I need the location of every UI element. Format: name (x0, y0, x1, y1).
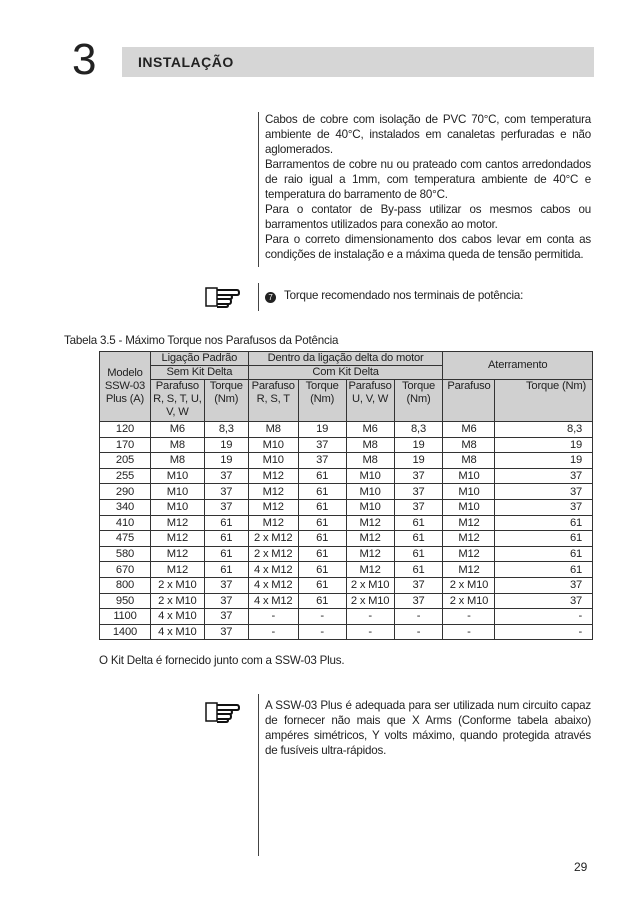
torque-note-text: Torque recomendado nos terminais de potência: (284, 289, 524, 302)
paragraph-busbars: Barramentos de cobre nu ou prateado com cantos arredondados de raio igual a 1mm, com temperatura ambiente de 40°C e temperatura do barramento de 80°C. (265, 158, 591, 201)
table-cell: M6 (346, 422, 394, 438)
table-cell: - (298, 609, 346, 625)
table-row (100, 577, 593, 593)
header-col-torque-aterramento: Torque (Nm) (495, 380, 593, 422)
table-cell: 37 (204, 593, 248, 609)
table-cell: 19 (495, 437, 593, 453)
model-cell: 950 (100, 593, 151, 609)
table-cell: M8 (443, 437, 495, 453)
header-col-torque: Torque (Nm) (204, 380, 248, 422)
table-cell: M8 (443, 453, 495, 469)
chapter-number: 3 (72, 35, 97, 84)
torque-note (265, 289, 523, 303)
table-cell: 19 (298, 422, 346, 438)
table-cell: - (394, 624, 443, 640)
table-cell: 37 (298, 437, 346, 453)
table-cell: M12 (150, 531, 204, 547)
pointing-hand-icon (204, 700, 240, 724)
table-cell: 8,3 (394, 422, 443, 438)
table-row (100, 624, 593, 640)
table-cell: 61 (394, 515, 443, 531)
header-col-parafuso-aterramento: Parafuso (443, 380, 495, 422)
table-cell: 61 (298, 468, 346, 484)
table-row (100, 484, 593, 500)
model-cell: 170 (100, 437, 151, 453)
header-dentro-delta: Dentro da ligação delta do motor (248, 352, 443, 366)
table-cell: M10 (346, 499, 394, 515)
paragraph-sizing: Para o correto dimensionamento dos cabos levar em conta as condições de instalação e a máxima queda de tensão permitida. (265, 233, 591, 261)
model-cell: 255 (100, 468, 151, 484)
table-cell: - (346, 624, 394, 640)
table-cell: 61 (204, 562, 248, 578)
table-cell: M12 (150, 562, 204, 578)
table-row (100, 437, 593, 453)
table-cell: 19 (204, 437, 248, 453)
table-cell: 2 x M12 (248, 531, 298, 547)
intro-text (265, 112, 591, 262)
table-cell: 61 (204, 531, 248, 547)
table-cell: 2 x M10 (346, 593, 394, 609)
table-cell: 61 (298, 593, 346, 609)
pointing-hand-icon (204, 285, 240, 309)
table-cell: 61 (495, 546, 593, 562)
table-cell: M12 (346, 562, 394, 578)
table-cell: M10 (150, 468, 204, 484)
table-cell: M10 (346, 468, 394, 484)
header-com-kit-delta: Com Kit Delta (248, 366, 443, 380)
table-cell: M12 (443, 546, 495, 562)
table-row (100, 609, 593, 625)
table-cell: 4 x M10 (150, 609, 204, 625)
table-cell: M8 (346, 453, 394, 469)
header-col-parafuso-uvw: Parafuso U, V, W (346, 380, 394, 422)
header-col-torque: Torque (Nm) (394, 380, 443, 422)
table-cell: 37 (394, 593, 443, 609)
paragraph-cables: Cabos de cobre com isolação de PVC 70°C, com temperatura ambiente de 40°C, instalados em canaletas perfuradas e não aglomerados. (265, 113, 591, 156)
table-cell: - (346, 609, 394, 625)
table-cell: 4 x M10 (150, 624, 204, 640)
table-cell: 61 (298, 562, 346, 578)
table-cell: 37 (204, 484, 248, 500)
table-cell: 37 (495, 593, 593, 609)
table-cell: 61 (495, 531, 593, 547)
table-cell: - (394, 609, 443, 625)
table-cell: M8 (150, 437, 204, 453)
table-cell: - (495, 624, 593, 640)
table-row (100, 422, 593, 438)
margin-rule-note1 (258, 283, 259, 311)
header-col-torque: Torque (Nm) (298, 380, 346, 422)
table-cell: 61 (394, 562, 443, 578)
table-cell: 19 (394, 453, 443, 469)
table-cell: 4 x M12 (248, 562, 298, 578)
table-cell: 2 x M12 (248, 546, 298, 562)
table-cell: M6 (150, 422, 204, 438)
table-cell: 2 x M10 (443, 577, 495, 593)
table-cell: M10 (150, 484, 204, 500)
table-cell: M12 (346, 531, 394, 547)
model-cell: 1400 (100, 624, 151, 640)
table-cell: 61 (298, 577, 346, 593)
table-cell: M10 (346, 484, 394, 500)
table-cell: M12 (150, 546, 204, 562)
table-cell: 61 (298, 515, 346, 531)
table-cell: - (443, 609, 495, 625)
table-cell: 19 (394, 437, 443, 453)
table-cell: M10 (443, 468, 495, 484)
table-caption: Tabela 3.5 - Máximo Torque nos Parafusos da Potência (64, 334, 339, 347)
table-cell: 61 (298, 546, 346, 562)
table-cell: M6 (443, 422, 495, 438)
table-cell: M12 (248, 468, 298, 484)
table-footnote: O Kit Delta é fornecido junto com a SSW-03 Plus. (99, 654, 345, 667)
table-cell: M10 (443, 484, 495, 500)
table-cell: 37 (394, 468, 443, 484)
chapter-header-bar (122, 47, 594, 77)
table-cell: 37 (394, 499, 443, 515)
model-cell: 580 (100, 546, 151, 562)
model-cell: 120 (100, 422, 151, 438)
model-cell: 205 (100, 453, 151, 469)
table-cell: 19 (495, 453, 593, 469)
model-cell: 340 (100, 499, 151, 515)
table-cell: M12 (443, 562, 495, 578)
table-cell: 37 (204, 577, 248, 593)
table-cell: 61 (298, 499, 346, 515)
table-cell: M12 (346, 546, 394, 562)
model-cell: 410 (100, 515, 151, 531)
table-cell: 37 (394, 484, 443, 500)
table-row (100, 453, 593, 469)
table-cell: 61 (298, 531, 346, 547)
model-cell: 800 (100, 577, 151, 593)
table-cell: - (443, 624, 495, 640)
table-cell: 37 (394, 577, 443, 593)
table-cell: M10 (443, 499, 495, 515)
fuse-note: A SSW-03 Plus é adequada para ser utilizada num circuito capaz de fornecer não mais que X Arms (Conforme tabela abaixo) ampéres simétricos, Y volts máximo, quando protegida através de fusíveis ultra-rápidos. (265, 699, 591, 757)
torque-table (99, 351, 593, 640)
table-cell: 61 (204, 546, 248, 562)
header-ligacao-padrao: Ligação Padrão (150, 352, 248, 366)
header-sem-kit-delta: Sem Kit Delta (150, 366, 248, 380)
header-col-parafuso-rstuvw: Parafuso R, S, T, U, V, W (150, 380, 204, 422)
table-cell: M8 (150, 453, 204, 469)
header-col-parafuso-rst: Parafuso R, S, T (248, 380, 298, 422)
paragraph-bypass: Para o contator de By-pass utilizar os mesmos cabos ou barramentos utilizados para conexão ao motor. (265, 203, 591, 231)
table-cell: 2 x M10 (443, 593, 495, 609)
table-row (100, 468, 593, 484)
table-cell: 61 (204, 515, 248, 531)
table-cell: - (495, 609, 593, 625)
model-cell: 1100 (100, 609, 151, 625)
model-cell: 670 (100, 562, 151, 578)
table-cell: 4 x M12 (248, 577, 298, 593)
table-cell: 2 x M10 (150, 593, 204, 609)
model-cell: 475 (100, 531, 151, 547)
table-cell: - (248, 609, 298, 625)
table-cell: - (298, 624, 346, 640)
header-aterramento: Aterramento (443, 352, 593, 380)
table-cell: M12 (248, 515, 298, 531)
table-cell: M8 (346, 437, 394, 453)
table-cell: M12 (443, 531, 495, 547)
table-cell: M12 (150, 515, 204, 531)
table-row (100, 546, 593, 562)
table-row (100, 531, 593, 547)
table-cell: 2 x M10 (150, 577, 204, 593)
table-cell: 61 (495, 515, 593, 531)
margin-rule-top (258, 112, 259, 267)
table-cell: 37 (204, 624, 248, 640)
table-cell: M10 (248, 437, 298, 453)
table-row (100, 499, 593, 515)
table-cell: 19 (204, 453, 248, 469)
table-cell: 37 (495, 468, 593, 484)
table-cell: M8 (248, 422, 298, 438)
table-cell: M12 (248, 499, 298, 515)
table-row (100, 562, 593, 578)
model-cell: 290 (100, 484, 151, 500)
table-cell: 37 (204, 468, 248, 484)
table-cell: M12 (443, 515, 495, 531)
table-cell: 8,3 (495, 422, 593, 438)
table-cell: 61 (298, 484, 346, 500)
table-cell: 61 (394, 531, 443, 547)
table-cell: 61 (495, 562, 593, 578)
page-number: 29 (574, 860, 588, 874)
table-row (100, 515, 593, 531)
table-cell: 37 (204, 609, 248, 625)
table-cell: M10 (150, 499, 204, 515)
bullet-number-icon: 7 (265, 292, 276, 303)
table-cell: - (248, 624, 298, 640)
table-cell: M12 (346, 515, 394, 531)
table-cell: 2 x M10 (346, 577, 394, 593)
chapter-title: INSTALAÇÃO (138, 54, 234, 70)
table-cell: 37 (495, 499, 593, 515)
table-cell: 37 (495, 484, 593, 500)
table-cell: 37 (495, 577, 593, 593)
table-cell: 37 (204, 499, 248, 515)
table-cell: 8,3 (204, 422, 248, 438)
header-modelo: Modelo SSW-03 Plus (A) (100, 352, 151, 422)
table-row (100, 593, 593, 609)
table-cell: 4 x M12 (248, 593, 298, 609)
margin-rule-note2 (258, 694, 259, 856)
table-cell: M12 (248, 484, 298, 500)
table-cell: 37 (298, 453, 346, 469)
table-cell: M10 (248, 453, 298, 469)
table-cell: 61 (394, 546, 443, 562)
